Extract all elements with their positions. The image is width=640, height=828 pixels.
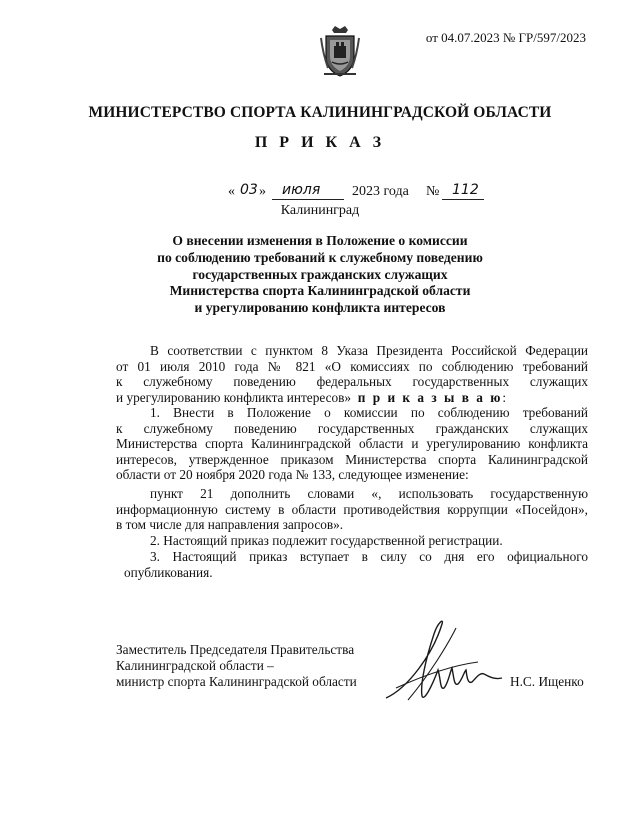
document-type-title: П Р И К А З [254, 134, 386, 151]
signatory-block [116, 642, 357, 690]
signatory-name: Н.С. Ищенко [510, 674, 584, 689]
body-line: к служебному поведению государственных гражданских служащих [116, 420, 588, 436]
item-3-paragraph [116, 549, 588, 580]
city: Калининград [280, 203, 360, 218]
body-line: 2. Настоящий приказ подлежит государственной регистрации. [150, 533, 503, 548]
handwritten-number: 112 [452, 182, 479, 198]
subject-line: и урегулированию конфликта интересов [194, 300, 446, 316]
body-line: В соответствии с пунктом 8 Указа Президента Российской Федерации [150, 343, 588, 358]
subject-line: по соблюдению требований к служебному поведению [157, 249, 483, 265]
handwritten-day: 03 [240, 182, 258, 198]
body-line [116, 390, 588, 406]
body-line: в том числе для направления запросов». [116, 517, 344, 533]
body-line: Министерства спорта Калининградской области и урегулированию конфликта [116, 436, 588, 452]
body-line: к служебному поведению федеральных государственных служащих [116, 374, 588, 390]
month-underline [272, 199, 344, 200]
preamble-paragraph [116, 343, 588, 405]
body-line: 1. Внести в Положение о комиссии по соблюдению требований [150, 405, 588, 420]
quote-close: » [259, 184, 266, 199]
body-line: интересов, утвержденное приказом Министерства спорта Калининградской [116, 451, 588, 467]
subject-line: О внесении изменения в Положение о комиссии [172, 233, 468, 248]
registration-stamp: от 04.07.2023 № ГР/597/2023 [425, 30, 586, 45]
order-verb: п р и к а з ы в а ю [357, 389, 503, 405]
body-line: информационную систему в области противодействия коррупции «Посейдон», [116, 501, 588, 517]
signatory-line: министр спорта Калининградской области [116, 674, 357, 689]
body-line: 3. Настоящий приказ вступает в силу со дня его официального [150, 549, 588, 564]
change-paragraph [116, 486, 588, 533]
date-line [228, 182, 488, 204]
item-1-paragraph [116, 405, 588, 483]
coat-of-arms-icon [318, 24, 362, 80]
handwritten-month: июля [282, 182, 321, 198]
order-verb-colon: : [502, 389, 507, 405]
handwritten-signature [378, 614, 508, 710]
subject-line: государственных гражданских служащих [192, 266, 448, 282]
signatory-line: Калининградской области – [116, 658, 274, 673]
body-line: от 01 июля 2010 года № 821 «О комиссиях по соблюдению требований [116, 358, 588, 374]
ministry-title: МИНИСТЕРСТВО СПОРТА КАЛИНИНГРАДСКОЙ ОБЛАСТИ [88, 104, 552, 121]
signatory-line: Заместитель Председателя Правительства [116, 642, 355, 657]
order-subject [150, 233, 490, 317]
body-line: опубликования. [124, 564, 213, 580]
body-line: пункт 21 дополнить словами «, использовать государственную [150, 486, 588, 501]
year-text: 2023 года [352, 184, 409, 199]
subject-line: Министерства спорта Калининградской области [169, 283, 471, 299]
number-sign: № [426, 184, 440, 199]
quote-open: « [228, 184, 235, 199]
number-underline [442, 199, 484, 200]
body-line: области от 20 ноября 2020 года № 133, следующее изменение: [116, 467, 469, 483]
preamble-last-text: и урегулированию конфликта интересов» [116, 389, 352, 405]
item-2-paragraph [116, 533, 588, 549]
